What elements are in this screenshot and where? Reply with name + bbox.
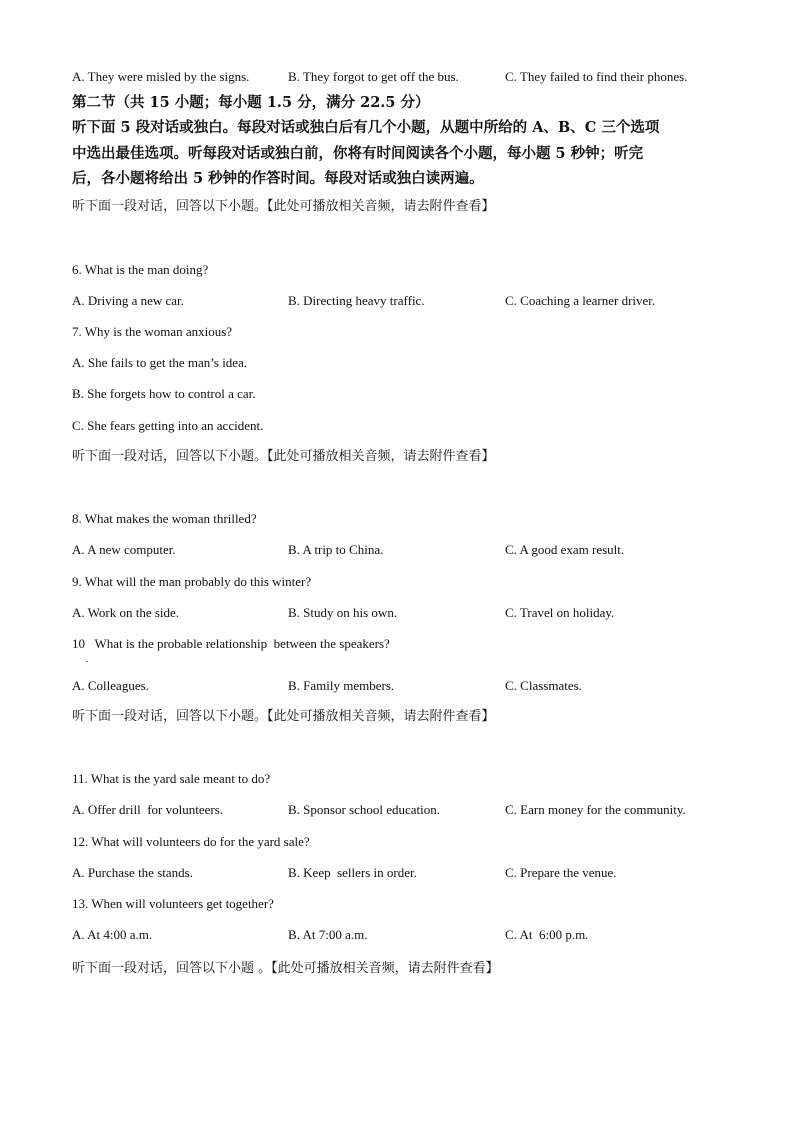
- q7-option-c: C. She fears getting into an accident.: [72, 418, 264, 433]
- question-12: 12. What will volunteers do for the yard sale?: [72, 834, 310, 849]
- q8-option-b: B. A trip to China.: [288, 542, 384, 557]
- q9-option-c: C. Travel on holiday.: [505, 605, 615, 620]
- section-title: 第二节（共 15 小题；每小题 1.5 分，满分 22.5 分）: [72, 94, 430, 111]
- q11-option-b: B. Sponsor school education.: [288, 802, 441, 817]
- question-13: 13. When will volunteers get together?: [72, 896, 274, 911]
- q10-option-b: B. Family members.: [288, 678, 395, 693]
- q6-option-b: B. Directing heavy traffic.: [288, 293, 425, 308]
- q13-option-b: B. At 7:00 a.m.: [288, 927, 368, 942]
- q9-option-b: B. Study on his own.: [288, 605, 398, 620]
- q10-option-a: A. Colleagues.: [72, 678, 149, 693]
- listen-prompt-2: 听下面一段对话，回答以下小题。【此处可播放相关音频，请去附件查看】: [72, 449, 495, 464]
- q6-option-c: C. Coaching a learner driver.: [505, 293, 656, 308]
- listen-prompt-4: 听下面一段对话，回答以下小题 。【此处可播放相关音频，请去附件查看】: [72, 961, 499, 976]
- question-7: 7. Why is the woman anxious?: [72, 324, 233, 339]
- listen-prompt-3: 听下面一段对话，回答以下小题。【此处可播放相关音频，请去附件查看】: [72, 709, 495, 724]
- q8-option-c: C. A good exam result.: [505, 542, 625, 557]
- stray-dot: .: [86, 654, 89, 664]
- option-a-q5: A. They were misled by the signs.: [72, 69, 250, 84]
- q10-option-c: C. Classmates.: [505, 678, 582, 693]
- q12-option-c: C. Prepare the venue.: [505, 865, 617, 880]
- question-10: 10 What is the probable relationship between the speakers?: [72, 636, 390, 651]
- q7-option-a: A. She fails to get the man’s idea.: [72, 355, 248, 370]
- q7-option-b: B. She forgets how to control a car.: [72, 386, 256, 401]
- q11-option-a: A. Offer drill for volunteers.: [72, 802, 224, 817]
- question-11: 11. What is the yard sale meant to do?: [72, 771, 271, 786]
- question-8: 8. What makes the woman thrilled?: [72, 511, 257, 526]
- option-b-q5: B. They forgot to get off the bus.: [288, 69, 459, 84]
- question-6: 6. What is the man doing?: [72, 262, 209, 277]
- listen-prompt-1: 听下面一段对话，回答以下小题。【此处可播放相关音频，请去附件查看】: [72, 199, 495, 214]
- q6-option-a: A. Driving a new car.: [72, 293, 184, 308]
- q13-option-c: C. At 6:00 p.m.: [505, 927, 589, 942]
- q11-option-c: C. Earn money for the community.: [505, 802, 686, 817]
- section-instruction-2: 中选出最佳选项。听每段对话或独白前，你将有时间阅读各个小题，每小题 5 秒钟；听完: [72, 145, 644, 162]
- section-instruction-1: 听下面 5 段对话或独白。每段对话或独白后有几个小题，从题中所给的 A、B、C 三个选项: [72, 119, 660, 136]
- q12-option-a: A. Purchase the stands.: [72, 865, 193, 880]
- q12-option-b: B. Keep sellers in order.: [288, 865, 417, 880]
- q8-option-a: A. A new computer.: [72, 542, 176, 557]
- section-instruction-3: 后，各小题将给出 5 秒钟的作答时间。每段对话或独白读两遍。: [72, 170, 484, 187]
- q9-option-a: A. Work on the side.: [72, 605, 180, 620]
- option-c-q5: C. They failed to find their phones.: [505, 69, 688, 84]
- question-9: 9. What will the man probably do this winter?: [72, 574, 312, 589]
- q13-option-a: A. At 4:00 a.m.: [72, 927, 153, 942]
